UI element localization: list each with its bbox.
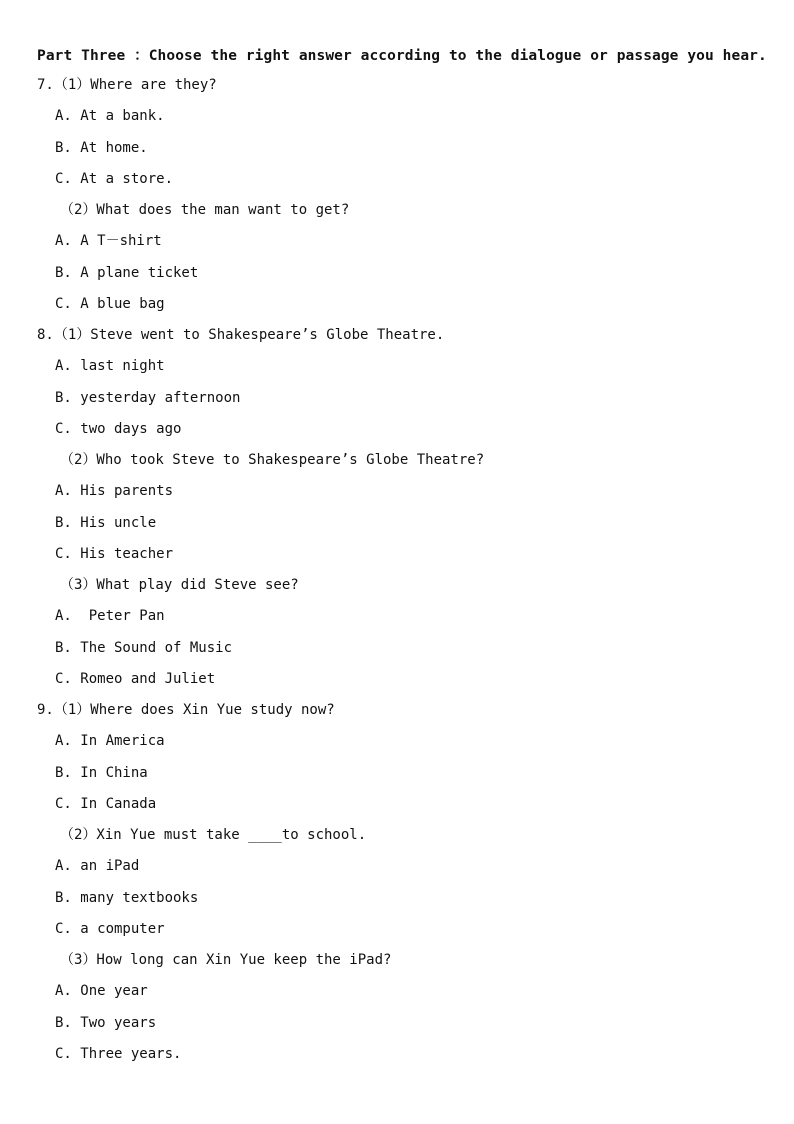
answer-option: C. In Canada	[55, 796, 157, 812]
sub-question: （2）Who took Steve to Shakespeare’s Globe Theatre?	[60, 452, 485, 468]
answer-option: C. a computer	[55, 921, 165, 937]
sub-question: （3）How long can Xin Yue keep the iPad?	[60, 952, 392, 968]
sub-question: （2）Xin Yue must take ____to school.	[60, 827, 367, 843]
answer-option: C. two days ago	[55, 421, 182, 437]
answer-option: B. many textbooks	[55, 890, 199, 906]
answer-option: A. an iPad	[55, 858, 140, 874]
section-heading: Part Three ：Choose the right answer according to the dialogue or passage you hear.	[37, 48, 767, 64]
question-line: 7.（1）Where are they?	[37, 77, 217, 93]
answer-option: B. yesterday afternoon	[55, 390, 241, 406]
answer-option: A. One year	[55, 983, 148, 999]
answer-option: A. Peter Pan	[55, 608, 165, 624]
answer-option: C. His teacher	[55, 546, 174, 562]
answer-option: B. The Sound of Music	[55, 640, 233, 656]
sub-question: （3）What play did Steve see?	[60, 577, 299, 593]
question-line: 9.（1）Where does Xin Yue study now?	[37, 702, 335, 718]
answer-option: A. At a bank.	[55, 108, 165, 124]
answer-option: B. His uncle	[55, 515, 157, 531]
answer-option: A. In America	[55, 733, 165, 749]
answer-option: C. Romeo and Juliet	[55, 671, 216, 687]
answer-option: B. Two years	[55, 1015, 157, 1031]
answer-option: C. Three years.	[55, 1046, 182, 1062]
answer-option: C. At a store.	[55, 171, 174, 187]
answer-option: C. A blue bag	[55, 296, 165, 312]
answer-option: B. At home.	[55, 140, 148, 156]
answer-option: A. His parents	[55, 483, 174, 499]
answer-option: A. A T－shirt	[55, 233, 162, 249]
sub-question: （2）What does the man want to get?	[60, 202, 350, 218]
answer-option: B. In China	[55, 765, 148, 781]
answer-option: A. last night	[55, 358, 165, 374]
question-line: 8.（1）Steve went to Shakespeare’s Globe Theatre.	[37, 327, 445, 343]
answer-option: B. A plane ticket	[55, 265, 199, 281]
